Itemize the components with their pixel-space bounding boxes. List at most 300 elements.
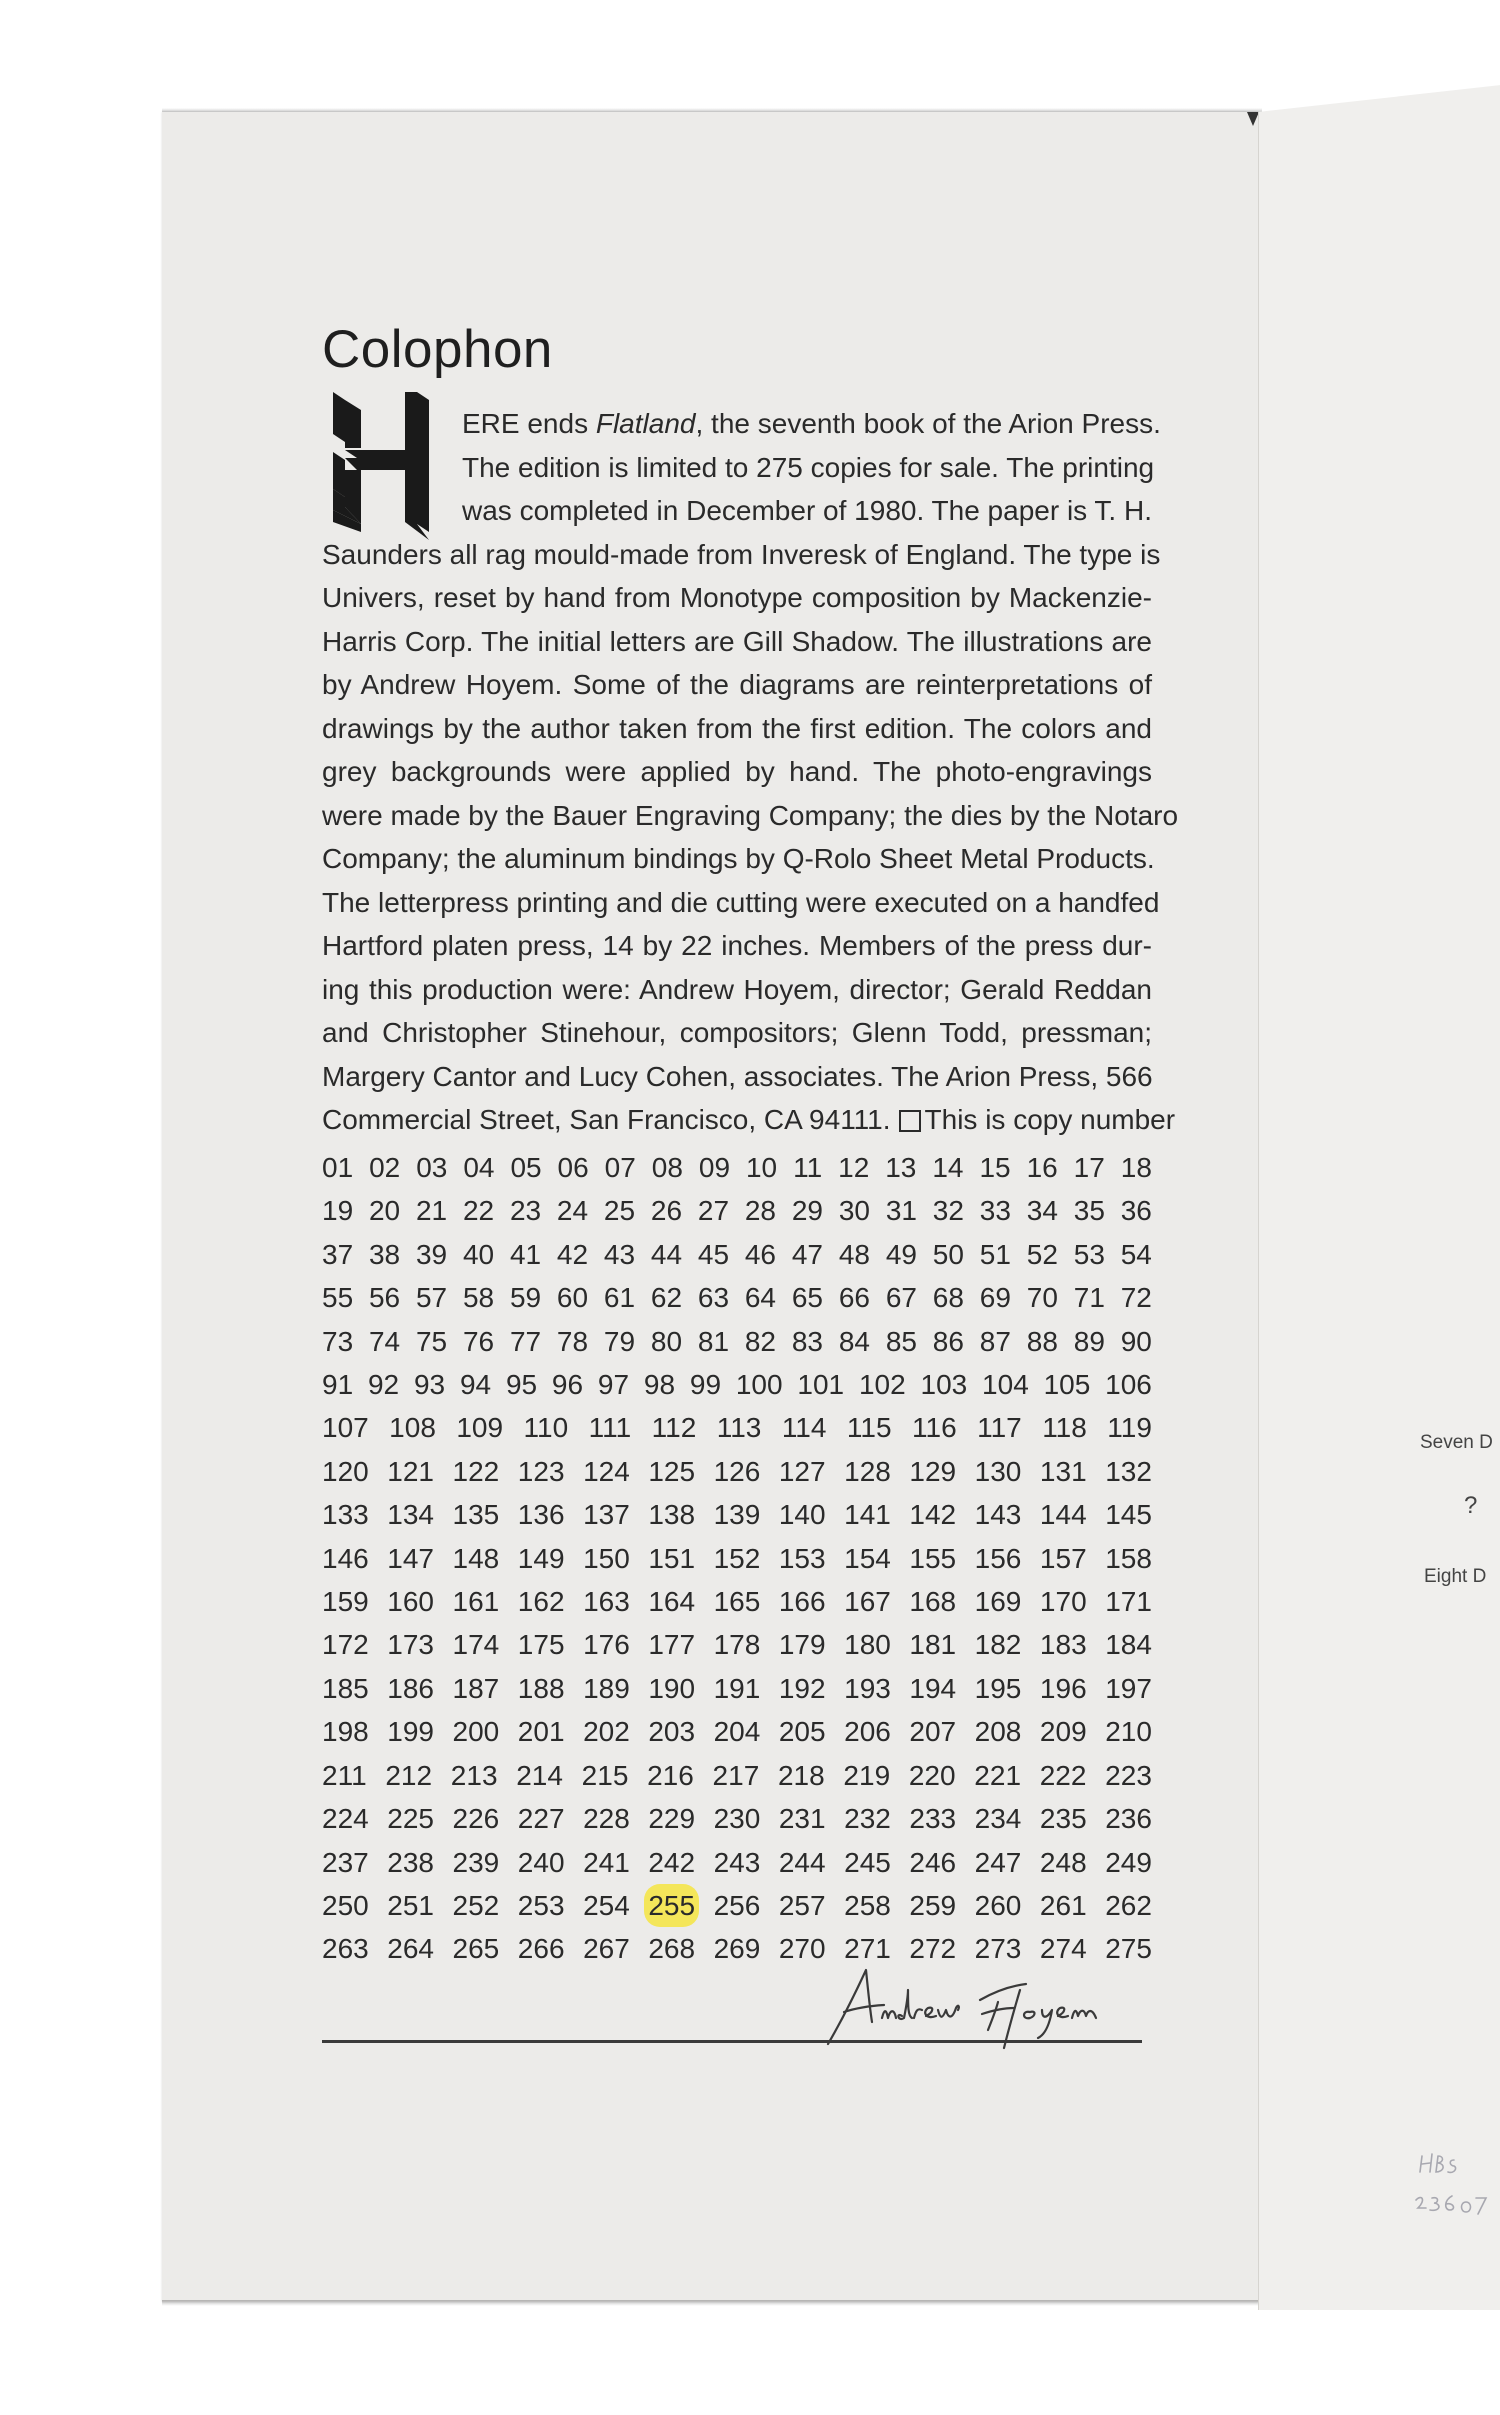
copy-number: 24 [556,1195,589,1227]
copy-number: 162 [517,1586,565,1618]
copy-number: 44 [650,1238,683,1270]
copy-number: 15 [979,1152,1011,1183]
copy-number: 10 [745,1152,778,1183]
copy-number: 144 [1039,1499,1087,1531]
copy-number: 16 [1026,1152,1058,1183]
copy-number: 97 [597,1369,630,1401]
text-line: The letterpress printing and die cutting were executed on a handfed [322,886,1160,918]
copy-number: 01 [322,1152,354,1183]
copy-number: 163 [583,1586,630,1618]
copy-number: 66 [838,1282,870,1314]
copy-number: 111 [588,1412,632,1444]
copy-number: 266 [517,1933,565,1965]
copy-number: 157 [1039,1542,1087,1574]
copy-number: 87 [979,1325,1011,1357]
text-line: Saunders all rag mould-made from Inveresk of England. The type is [322,538,1161,570]
copy-number: 168 [909,1586,957,1618]
text-line: The edition is limited to 275 copies for sale. The printing [462,451,1155,483]
copy-number: 170 [1039,1586,1087,1618]
copy-number: 33 [979,1195,1011,1227]
copy-number: 176 [583,1629,630,1661]
copy-number: 112 [651,1412,697,1444]
copy-number: 121 [387,1455,434,1487]
copy-number: 116 [912,1412,957,1444]
copy-number: 237 [322,1846,369,1878]
copy-number: 156 [974,1542,1022,1574]
copy-number: 13 [885,1152,917,1183]
copy-number: 241 [583,1846,630,1878]
copy-number: 63 [697,1282,730,1314]
copy-number: 43 [603,1238,636,1270]
copy-number: 257 [778,1889,826,1921]
pencil-annotation [1412,2148,1500,2228]
copy-number: 258 [844,1889,891,1921]
copy-number: 195 [974,1672,1022,1704]
copy-number: 215 [581,1759,629,1791]
copy-number-row [322,1363,1152,1406]
copy-number-row [322,1841,1152,1884]
copy-number: 153 [778,1542,826,1574]
text-line: by Andrew Hoyem. Some of the diagrams are reinterpretations of [322,669,1152,700]
page-title: Colophon [322,320,553,379]
copy-number: 52 [1026,1238,1058,1270]
copy-number: 78 [556,1325,589,1357]
copy-number: 23 [509,1195,542,1227]
copy-number: 206 [844,1716,891,1748]
copy-number: 110 [523,1412,569,1444]
text-line: Univers, reset by hand from Monotype composition by Mackenzie- [322,582,1152,613]
copy-number: 135 [452,1499,500,1531]
copy-number: 181 [909,1629,957,1661]
copy-number: 113 [716,1412,762,1444]
copy-number: 08 [651,1152,683,1183]
copy-number: 218 [777,1759,825,1791]
copy-number: 216 [647,1759,694,1791]
copy-number: 99 [689,1369,722,1401]
copy-number: 65 [791,1282,823,1314]
copy-number: 81 [697,1325,730,1357]
fold-marker [1247,112,1259,126]
text-line: ing this production were: Andrew Hoyem, director; Gerald Reddan [322,973,1152,1005]
copy-number: 102 [858,1369,906,1401]
copy-number: 272 [909,1933,957,1965]
copy-number: 98 [643,1369,676,1401]
copy-number: 200 [452,1716,500,1748]
copy-number: 57 [415,1282,448,1314]
copy-number: 239 [452,1846,500,1878]
copy-number: 234 [974,1803,1022,1835]
copy-number: 226 [452,1803,500,1835]
copy-number: 145 [1105,1499,1152,1531]
copy-number: 86 [932,1325,964,1357]
copy-number: 152 [713,1542,761,1574]
copy-number: 128 [844,1455,891,1487]
copy-number: 248 [1039,1846,1087,1878]
copy-number: 105 [1043,1369,1091,1401]
copy-number: 190 [648,1672,696,1704]
copy-number: 256 [713,1889,761,1921]
copy-number: 158 [1105,1542,1152,1574]
text-line: and Christopher Stinehour, compositors; Glenn Todd, pressman; [322,1017,1152,1048]
copy-number-row [322,1406,1152,1449]
copy-number: 204 [713,1716,761,1748]
copy-number: 273 [974,1933,1022,1965]
copy-number: 125 [648,1455,696,1487]
copy-number: 243 [713,1846,761,1878]
copy-number: 137 [583,1499,630,1531]
copy-number: 179 [778,1629,826,1661]
copy-number: 17 [1073,1152,1105,1183]
signature-rule [322,2040,1142,2043]
copy-number: 36 [1120,1195,1152,1227]
copy-number: 244 [778,1846,826,1878]
copy-number: 73 [322,1325,354,1357]
copy-number: 267 [583,1933,630,1965]
copy-number-grid [322,1146,1152,1971]
copy-number: 29 [791,1195,823,1227]
copy-number: 263 [322,1933,369,1965]
copy-number: 88 [1026,1325,1058,1357]
copy-number: 51 [979,1238,1011,1270]
copy-number: 242 [648,1846,696,1878]
copy-number: 224 [322,1803,369,1835]
copy-number: 124 [583,1455,630,1487]
copy-number: 246 [909,1846,957,1878]
copy-number: 247 [974,1846,1022,1878]
copy-number: 155 [909,1542,957,1574]
text-line: Harris Corp. The initial letters are Gill Shadow. The illustrations are [322,625,1152,657]
copy-number: 30 [838,1195,870,1227]
copy-number: 22 [462,1195,495,1227]
text-line: Margery Cantor and Lucy Cohen, associates. The Arion Press, 566 [322,1060,1153,1092]
copy-number: 233 [909,1803,957,1835]
copy-number: 71 [1073,1282,1105,1314]
copy-number: 83 [791,1325,823,1357]
copy-number: 53 [1073,1238,1105,1270]
copy-number: 261 [1039,1889,1087,1921]
copy-number: 188 [517,1672,565,1704]
copy-number: 217 [712,1759,760,1791]
copy-number: 238 [387,1846,434,1878]
copy-number: 19 [322,1195,354,1227]
copy-number: 151 [648,1542,696,1574]
copy-number: 92 [367,1369,400,1401]
copy-number-row [322,1276,1152,1319]
copy-number: 12 [838,1152,870,1183]
copy-number: 227 [517,1803,565,1835]
copy-number: 235 [1039,1803,1087,1835]
copy-number: 232 [844,1803,891,1835]
copy-number: 31 [885,1195,917,1227]
copy-number: 221 [974,1759,1022,1791]
copy-number: 58 [462,1282,495,1314]
copy-number: 118 [1042,1412,1087,1444]
copy-number-row [322,1493,1152,1536]
copy-number: 274 [1039,1933,1087,1965]
right-page-label-top: Seven D [1420,1432,1493,1453]
copy-number: 191 [713,1672,761,1704]
copy-number: 42 [556,1238,589,1270]
copy-number: 126 [713,1455,761,1487]
copy-number: 54 [1120,1238,1152,1270]
copy-number: 139 [713,1499,761,1531]
copy-number: 05 [510,1152,542,1183]
copy-number: 85 [885,1325,917,1357]
square-ornament-icon [899,1110,921,1132]
copy-number: 103 [920,1369,968,1401]
copy-number: 220 [908,1759,956,1791]
copy-number: 07 [604,1152,636,1183]
copy-number: 187 [452,1672,500,1704]
copy-number: 159 [322,1586,369,1618]
text-line: was completed in December of 1980. The paper is T. H. [462,495,1152,526]
copy-number: 171 [1105,1586,1152,1618]
copy-number: 101 [797,1369,845,1401]
copy-number: 236 [1105,1803,1152,1835]
copy-number: 167 [844,1586,891,1618]
copy-number-row [322,1667,1152,1710]
copy-number: 117 [977,1412,1022,1444]
copy-number: 250 [322,1889,369,1921]
copy-number-highlighted: 255 [644,1884,699,1927]
copy-number: 38 [368,1238,401,1270]
copy-number: 11 [793,1152,823,1183]
copy-number: 109 [456,1412,504,1444]
copy-number: 198 [322,1716,369,1748]
copy-number: 175 [517,1629,565,1661]
copy-number: 209 [1039,1716,1087,1748]
copy-number: 146 [322,1542,369,1574]
copy-number: 231 [778,1803,826,1835]
copy-number: 136 [517,1499,565,1531]
copy-number: 79 [603,1325,636,1357]
copy-number: 196 [1039,1672,1087,1704]
copy-number: 147 [387,1542,434,1574]
copy-number: 120 [322,1455,369,1487]
text-line: drawings by the author taken from the first edition. The colors and [322,712,1152,744]
copy-number: 148 [452,1542,500,1574]
copy-number: 154 [844,1542,891,1574]
text-line: grey backgrounds were applied by hand. The photo-engravings [322,756,1152,787]
copy-number: 199 [387,1716,434,1748]
copy-number: 59 [509,1282,542,1314]
copy-number: 35 [1073,1195,1105,1227]
signature [822,1960,1152,2050]
facing-page [1258,85,1500,2310]
copy-number: 210 [1105,1716,1152,1748]
copy-number: 203 [648,1716,696,1748]
copy-number: 143 [974,1499,1022,1531]
copy-number: 91 [322,1369,354,1401]
copy-number: 45 [697,1238,730,1270]
copy-number: 03 [416,1152,448,1183]
copy-number: 186 [387,1672,434,1704]
copy-number: 262 [1105,1889,1152,1921]
copy-number-row [322,1146,1152,1189]
copy-number: 39 [415,1238,448,1270]
text-line: Hartford platen press, 14 by 22 inches. Members of the press dur- [322,930,1152,961]
copy-number: 142 [909,1499,957,1531]
copy-number: 90 [1120,1325,1152,1357]
copy-number: 205 [778,1716,826,1748]
copy-number: 74 [368,1325,401,1357]
copy-number: 141 [844,1499,891,1531]
copy-number-row [322,1580,1152,1623]
copy-number-row [322,1320,1152,1363]
text-line: ERE ends Flatland, the seventh book of the Arion Press. [462,408,1161,439]
copy-number-row [322,1189,1152,1232]
copy-number: 56 [368,1282,401,1314]
copy-number: 182 [974,1629,1022,1661]
copy-number: 84 [838,1325,870,1357]
copy-number: 104 [982,1369,1029,1401]
copy-number: 271 [844,1933,891,1965]
copy-number: 77 [509,1325,542,1357]
copy-number: 149 [517,1542,565,1574]
copy-number: 107 [322,1412,369,1444]
copy-number: 134 [387,1499,434,1531]
copy-number: 72 [1120,1282,1152,1314]
copy-number: 67 [885,1282,917,1314]
copy-number: 60 [556,1282,589,1314]
copy-number: 106 [1105,1369,1152,1401]
copy-number: 108 [389,1412,436,1444]
copy-number-row [322,1623,1152,1666]
copy-number: 160 [387,1586,434,1618]
copy-number: 27 [697,1195,730,1227]
copy-number-row [322,1710,1152,1753]
copy-number: 95 [505,1369,538,1401]
copy-number: 240 [517,1846,565,1878]
copy-number: 208 [974,1716,1022,1748]
text-line: were made by the Bauer Engraving Company; the dies by the Notaro [322,799,1179,831]
copy-number: 269 [713,1933,761,1965]
copy-number: 192 [778,1672,826,1704]
copy-number: 55 [322,1282,354,1314]
copy-number: 37 [322,1238,354,1270]
copy-number: 41 [509,1238,542,1270]
copy-number: 169 [974,1586,1022,1618]
copy-number: 166 [778,1586,826,1618]
copy-number: 20 [368,1195,401,1227]
copy-number: 64 [744,1282,777,1314]
copy-number: 119 [1107,1412,1152,1444]
copy-number: 177 [648,1629,696,1661]
copy-number: 249 [1105,1846,1152,1878]
copy-number: 165 [713,1586,761,1618]
copy-number: 202 [583,1716,630,1748]
copy-number: 48 [838,1238,870,1270]
page-bottom-shadow [162,2300,1262,2306]
copy-number: 197 [1105,1672,1152,1704]
copy-number: 194 [909,1672,957,1704]
copy-number: 173 [387,1629,434,1661]
copy-number: 219 [843,1759,891,1791]
text-line: Commercial Street, San Francisco, CA 94111. This is copy number [322,1104,1176,1135]
copy-number: 68 [932,1282,964,1314]
copy-number: 47 [791,1238,823,1270]
copy-number: 80 [650,1325,683,1357]
copy-number: 93 [413,1369,446,1401]
copy-number: 161 [452,1586,500,1618]
copy-number: 184 [1105,1629,1152,1661]
copy-number: 164 [648,1586,696,1618]
copy-number-row [322,1754,1152,1797]
text-line: Company; the aluminum bindings by Q-Rolo Sheet Metal Products. [322,843,1155,874]
copy-number: 229 [648,1803,696,1835]
copy-number: 275 [1105,1933,1152,1965]
copy-number: 178 [713,1629,761,1661]
copy-number: 69 [979,1282,1011,1314]
copy-number: 140 [778,1499,826,1531]
copy-number: 211 [322,1759,367,1791]
copy-number: 50 [932,1238,964,1270]
copy-number: 214 [516,1759,563,1791]
copy-number: 260 [974,1889,1022,1921]
copy-number: 123 [517,1455,565,1487]
copy-number: 96 [551,1369,584,1401]
copy-number: 61 [603,1282,636,1314]
copy-number: 04 [463,1152,495,1183]
right-page-label-bottom: Eight D [1424,1566,1487,1587]
copy-number: 193 [844,1672,891,1704]
copy-number: 100 [735,1369,783,1401]
copy-number: 265 [452,1933,500,1965]
copy-number-row [322,1450,1152,1493]
copy-number: 259 [909,1889,957,1921]
copy-number: 75 [415,1325,448,1357]
copy-number: 189 [583,1672,630,1704]
copy-number: 131 [1039,1455,1087,1487]
copy-number: 183 [1039,1629,1087,1661]
copy-number: 225 [387,1803,434,1835]
copy-number: 213 [450,1759,498,1791]
copy-number: 201 [517,1716,565,1748]
copy-number-row [322,1884,1152,1927]
copy-number: 28 [744,1195,777,1227]
copy-number: 25 [603,1195,636,1227]
copy-number: 245 [844,1846,891,1878]
copy-number: 70 [1026,1282,1058,1314]
copy-number: 228 [583,1803,630,1835]
copy-number: 76 [462,1325,495,1357]
copy-number: 230 [713,1803,761,1835]
copy-number: 185 [322,1672,369,1704]
copy-number: 268 [648,1933,696,1965]
copy-number: 270 [778,1933,826,1965]
copy-number: 32 [932,1195,964,1227]
copy-number: 223 [1105,1759,1152,1791]
copy-number: 21 [415,1195,448,1227]
copy-number: 115 [846,1412,892,1444]
copy-number-row [322,1537,1152,1580]
copy-number: 18 [1120,1152,1152,1183]
copy-number: 222 [1039,1759,1087,1791]
copy-number: 14 [932,1152,964,1183]
copy-number: 129 [909,1455,957,1487]
copy-number: 34 [1026,1195,1058,1227]
copy-number: 254 [583,1889,630,1921]
copy-number: 172 [322,1629,369,1661]
copy-number: 46 [744,1238,777,1270]
copy-number: 133 [322,1499,369,1531]
copy-number: 253 [517,1889,565,1921]
copy-number: 252 [452,1889,500,1921]
copy-number: 40 [462,1238,495,1270]
copy-number: 138 [648,1499,696,1531]
copy-number: 127 [778,1455,826,1487]
copy-number: 94 [459,1369,492,1401]
